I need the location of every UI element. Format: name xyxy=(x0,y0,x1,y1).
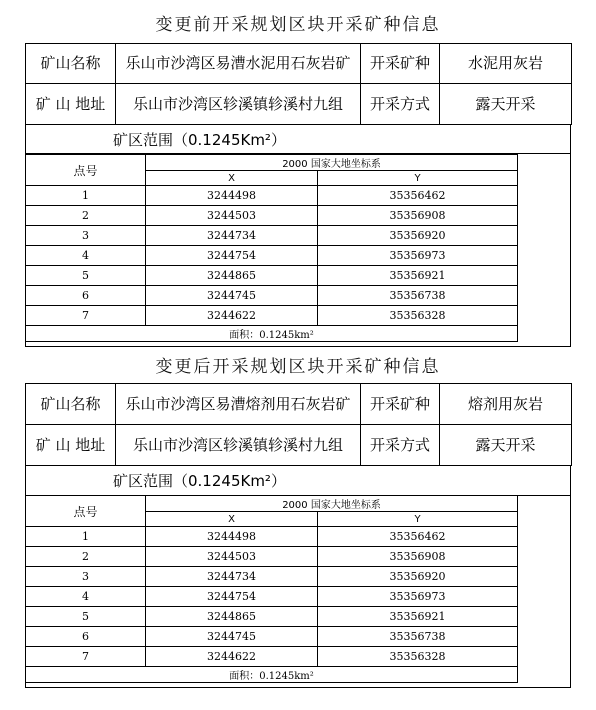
mine-name-label: 矿山名称 xyxy=(26,384,116,425)
coord-system-header: 2000 国家大地坐标系 xyxy=(146,496,518,512)
mineral-value: 熔剂用灰岩 xyxy=(440,384,572,425)
after-range-row xyxy=(25,466,571,496)
coord-system-header: 2000 国家大地坐标系 xyxy=(146,155,518,171)
after-title: 变更后开采规划区块开采矿种信息 xyxy=(155,357,441,377)
table-row: 1 3244498 35356462 xyxy=(26,527,546,547)
table-row: 5 3244865 35356921 xyxy=(26,607,546,627)
table-row: 7 3244622 35356328 xyxy=(26,306,546,326)
table-row: 3 3244734 35356920 xyxy=(26,226,546,246)
x-header: X xyxy=(146,171,318,186)
after-info-table xyxy=(25,383,572,466)
mine-name-value: 乐山市沙湾区易漕熔剂用石灰岩矿 xyxy=(116,384,361,425)
before-title: 变更前开采规划区块开采矿种信息 xyxy=(155,15,441,35)
table-row: 2 3244503 35356908 xyxy=(26,206,546,226)
address-label: 矿 山 地址 xyxy=(26,425,116,466)
before-info-table xyxy=(25,43,572,125)
address-label: 矿 山 地址 xyxy=(26,84,116,125)
address-value: 乐山市沙湾区轸溪镇轸溪村九组 xyxy=(116,425,361,466)
method-value: 露天开采 xyxy=(440,84,572,125)
method-label: 开采方式 xyxy=(361,84,440,125)
method-label: 开采方式 xyxy=(361,425,440,466)
area-value: 面积：0.1245km² xyxy=(26,326,518,342)
table-row: 5 3244865 35356921 xyxy=(26,266,546,286)
mineral-label: 开采矿种 xyxy=(361,44,440,84)
table-row: 1 3244498 35356462 xyxy=(26,186,546,206)
before-coord-table xyxy=(25,154,546,342)
table-row: 7 3244622 35356328 xyxy=(26,647,546,667)
y-header: Y xyxy=(318,512,518,527)
y-header: Y xyxy=(318,171,518,186)
mine-name-label: 矿山名称 xyxy=(26,44,116,84)
table-row: 3 3244734 35356920 xyxy=(26,567,546,587)
table-row: 6 3244745 35356738 xyxy=(26,286,546,306)
mineral-label: 开采矿种 xyxy=(361,384,440,425)
table-row: 2 3244503 35356908 xyxy=(26,547,546,567)
after-coord-table xyxy=(25,495,546,683)
mineral-value: 水泥用灰岩 xyxy=(440,44,572,84)
method-value: 露天开采 xyxy=(440,425,572,466)
before-range-row xyxy=(25,125,571,154)
range-label: 矿区范围（0.1245Km²） xyxy=(113,472,286,490)
point-header: 点号 xyxy=(26,496,146,527)
mine-name-value: 乐山市沙湾区易漕水泥用石灰岩矿 xyxy=(116,44,361,84)
table-row: 6 3244745 35356738 xyxy=(26,627,546,647)
address-value: 乐山市沙湾区轸溪镇轸溪村九组 xyxy=(116,84,361,125)
point-header: 点号 xyxy=(26,155,146,186)
range-label: 矿区范围（0.1245Km²） xyxy=(113,131,286,149)
table-row: 4 3244754 35356973 xyxy=(26,587,546,607)
area-value: 面积：0.1245km² xyxy=(26,667,518,683)
table-row: 4 3244754 35356973 xyxy=(26,246,546,266)
x-header: X xyxy=(146,512,318,527)
